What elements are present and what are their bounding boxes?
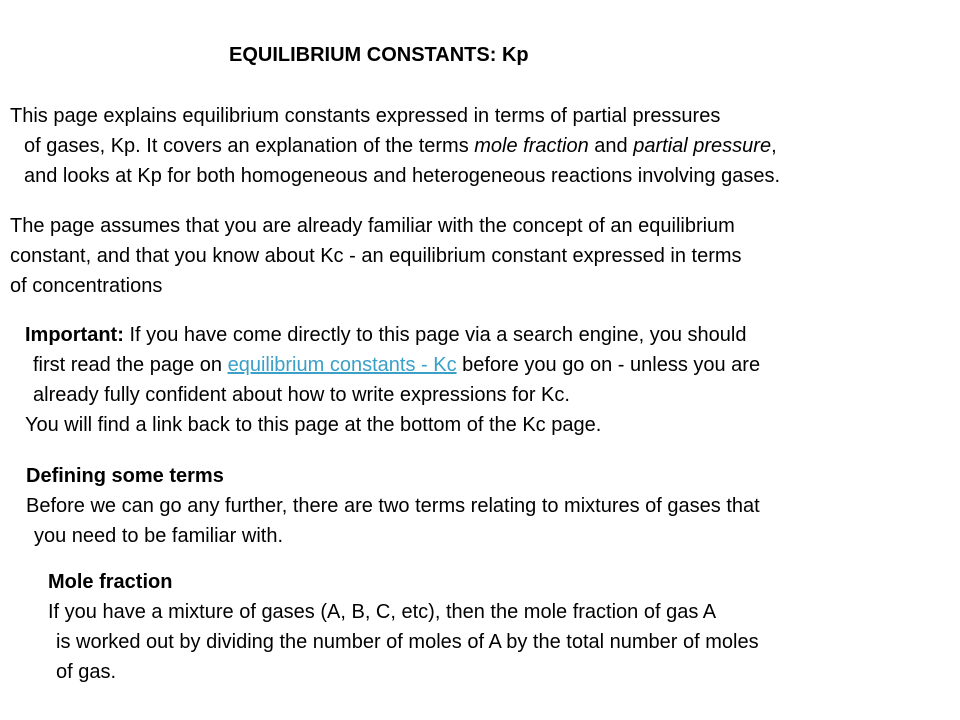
intro-line-2-text-a: of gases, Kp. It covers an explanation of the terms (24, 135, 475, 157)
important-label: Important: (25, 324, 124, 346)
assumption-paragraph (10, 211, 742, 301)
defining-heading: Defining some terms (26, 465, 224, 487)
intro-line-1: This page explains equilibrium constants expressed in terms of partial pressures (10, 105, 721, 127)
kc-page-link[interactable]: equilibrium constants - Kc (227, 354, 457, 376)
mole-fraction-line-2: is worked out by dividing the number of moles of A by the total number of moles (56, 631, 759, 653)
defining-line-1: Before we can go any further, there are two terms relating to mixtures of gases that (26, 495, 760, 517)
intro-paragraph (10, 101, 780, 191)
assume-line-1: The page assumes that you are already familiar with the concept of an equilibrium (10, 215, 735, 237)
term-partial-pressure: partial pressure (633, 135, 772, 157)
intro-line-2-text-b: and (588, 135, 634, 157)
important-line-1-text: If you have come directly to this page via a search engine, you should (123, 324, 747, 346)
mole-fraction-line-3: of gas. (56, 661, 117, 683)
page-title: EQUILIBRIUM CONSTANTS: Kp (229, 44, 529, 66)
important-line-3: already fully confident about how to write expressions for Kc. (33, 384, 570, 406)
intro-line-3: and looks at Kp for both homogeneous and heterogeneous reactions involving gases. (24, 165, 781, 187)
assume-line-3: of concentrations (10, 275, 163, 297)
mole-fraction-heading: Mole fraction (48, 571, 173, 593)
intro-line-2-text-c: , (771, 135, 777, 157)
defining-line-2: you need to be familiar with. (34, 525, 284, 547)
mole-fraction-section (48, 567, 759, 687)
important-line-1 (25, 320, 760, 350)
important-note (25, 320, 760, 440)
assume-line-2: constant, and that you know about Kc - an equilibrium constant expressed in terms (10, 245, 742, 267)
important-line-2-text-a: first read the page on (33, 354, 228, 376)
intro-line-2 (10, 131, 780, 161)
mole-fraction-line-1: If you have a mixture of gases (A, B, C, etc), then the mole fraction of gas A (48, 601, 717, 623)
important-line-4: You will find a link back to this page at the bottom of the Kc page. (25, 414, 602, 436)
term-mole-fraction: mole fraction (474, 135, 589, 157)
important-line-2 (25, 350, 760, 380)
important-line-2-text-b: before you go on - unless you are (456, 354, 761, 376)
defining-terms-section (26, 461, 760, 551)
